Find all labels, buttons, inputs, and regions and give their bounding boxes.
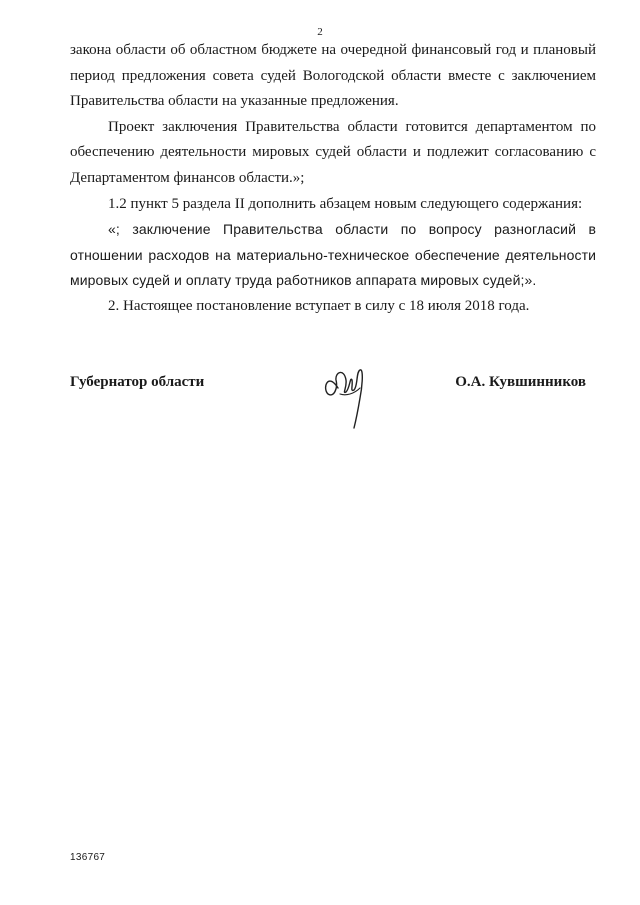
page-number: 2 [317, 26, 323, 38]
document-body [70, 38, 596, 320]
signer-title: Губернатор области [70, 374, 205, 390]
paragraph-amendment-1-2: 1.2 пункт 5 раздела II дополнить абзацем новым следующего содержания: [108, 195, 583, 212]
paragraph-draft-conclusion: Проект заключения Правительства области готовится департаментом по обеспечению деятельности мировых судей области и подлежит согласованию с Департаментом финансов области.»; [70, 118, 596, 186]
document-code: 136767 [70, 852, 106, 863]
paragraph-effective-date: 2. Настоящее постановление вступает в силу с 18 июля 2018 года. [108, 297, 530, 314]
signature-block [70, 372, 596, 432]
paragraph-budget-proposal: закона области об областном бюджете на очередной финансовый год и плановый период предложения совета судей Вологодской области вместе с заключением Правительства области на указанные предложения. [70, 42, 596, 110]
signer-name: О.А. Кувшинников [455, 374, 586, 390]
handwritten-signature [320, 358, 390, 438]
paragraph-added-clause: «; заключение Правительства области по вопросу разногласий в отношении расходов на материально-техническое обеспечение деятельности мировых судей и оплату труда работников аппарата мировых судей;». [70, 221, 596, 289]
